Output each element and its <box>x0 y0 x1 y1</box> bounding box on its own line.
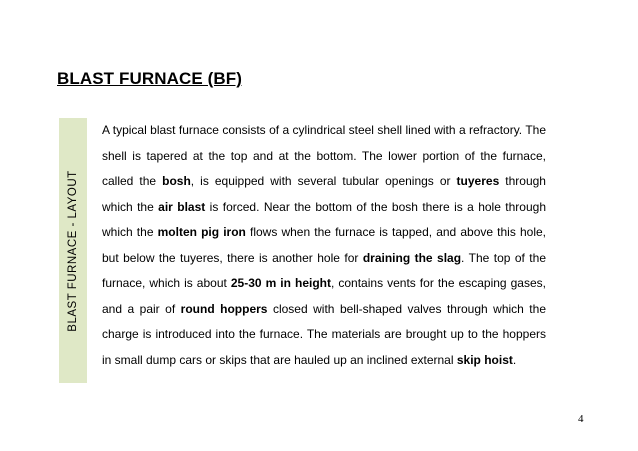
side-label: BLAST FURNACE - LAYOUT <box>67 169 79 332</box>
paragraph-segment: through which the <box>102 174 546 214</box>
paragraph-segment: closed with bell-shaped valves through which the charge is introduced into the furnace. The materials are brought up to the hoppers in small dump cars or skips that are hauled up an inclined external <box>102 301 546 367</box>
paragraph-segment: . The top of the furnace, which is about <box>102 250 546 290</box>
paragraph-segment: is forced. Near the bottom of the bosh there is a hole through which the <box>102 199 547 239</box>
paragraph-segment: A typical blast furnace consists of a cylindrical steel shell lined with a refractory. The shell is tapered at the top and at the bottom. The lower portion of the furnace, called the <box>102 123 546 188</box>
term-tuyeres: tuyeres <box>456 174 500 188</box>
term-bosh: bosh <box>162 174 191 188</box>
slide-title: BLAST FURNACE (BF) <box>57 69 242 88</box>
term-air-blast: air blast <box>158 199 206 214</box>
body-paragraph <box>102 118 546 373</box>
paragraph-segment: , contains vents for the escaping gases, and a pair of <box>102 276 546 316</box>
term-height: 25-30 m in height <box>230 276 331 290</box>
paragraph-segment: , is equipped with several tubular openings or <box>190 174 457 188</box>
paragraph-segment: flows when the furnace is tapped, and above this hole, but below the tuyeres, there is another hole for <box>102 225 546 265</box>
paragraph-segment: . <box>512 352 517 367</box>
term-skip-hoist: skip hoist <box>456 352 513 367</box>
side-label-bar <box>59 118 87 383</box>
page-number: 4 <box>578 413 584 425</box>
term-molten-pig-iron: molten pig iron <box>157 225 246 239</box>
term-draining-the-slag: draining the slag <box>362 250 462 265</box>
term-round-hoppers: round hoppers <box>180 301 268 316</box>
